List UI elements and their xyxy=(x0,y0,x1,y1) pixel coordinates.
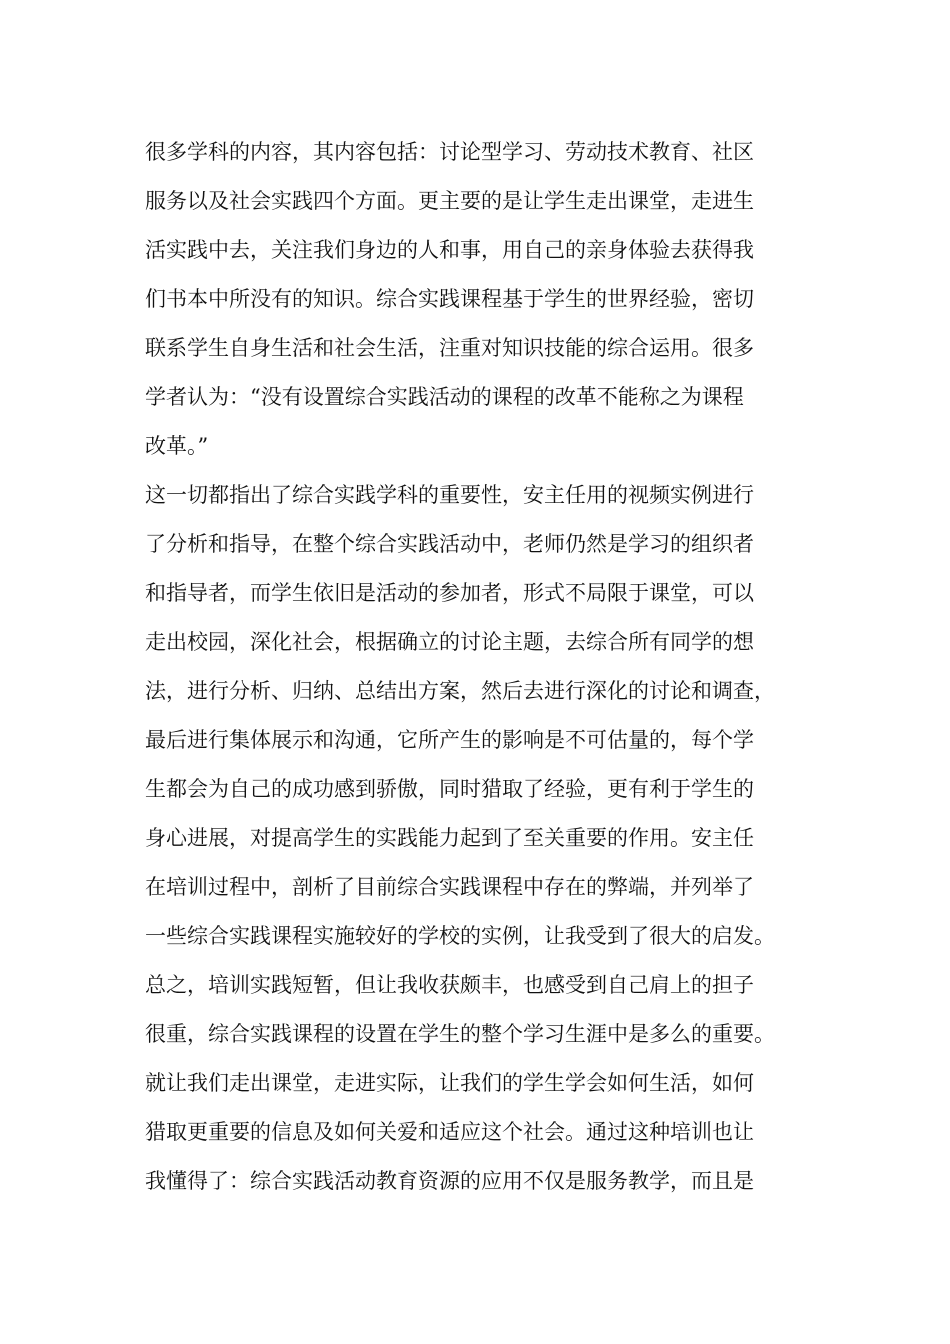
text-line: 联系学生自身生活和社会生活，注重对知识技能的综合运用。很多 xyxy=(145,336,754,360)
text-line: 法，进行分析、归纳、总结出方案，然后去进行深化的讨论和调查， xyxy=(145,679,775,703)
text-line: 一些综合实践课程实施较好的学校的实例，让我受到了很大的启发。 xyxy=(145,924,775,948)
text-line: 生都会为自己的成功感到骄傲，同时猎取了经验，更有利于学生的 xyxy=(145,777,754,801)
text-line: 在培训过程中，剖析了目前综合实践课程中存在的弊端，并列举了 xyxy=(145,875,754,899)
text-line: 活实践中去，关注我们身边的人和事，用自己的亲身体验去获得我 xyxy=(145,238,754,262)
text-line: 我懂得了：综合实践活动教育资源的应用不仅是服务教学，而且是 xyxy=(145,1169,754,1193)
text-line: 就让我们走出课堂，走进实际，让我们的学生学会如何生活，如何 xyxy=(145,1071,754,1095)
text-line: 和指导者，而学生依旧是活动的参加者，形式不局限于课堂，可以 xyxy=(145,581,754,605)
text-line: 改革。” xyxy=(145,434,209,458)
text-line: 们书本中所没有的知识。综合实践课程基于学生的世界经验，密切 xyxy=(145,287,754,311)
text-line: 总之，培训实践短暂，但让我收获颇丰，也感受到自己肩上的担子 xyxy=(145,973,754,997)
text-line: 走出校园，深化社会，根据确立的讨论主题，去综合所有同学的想 xyxy=(145,630,754,654)
text-line: 这一切都指出了综合实践学科的重要性，安主任用的视频实例进行 xyxy=(145,483,754,507)
text-line: 猎取更重要的信息及如何关爱和适应这个社会。通过这种培训也让 xyxy=(145,1120,754,1144)
text-line: 很重，综合实践课程的设置在学生的整个学习生涯中是多么的重要。 xyxy=(145,1022,775,1046)
text-line: 最后进行集体展示和沟通，它所产生的影响是不可估量的，每个学 xyxy=(145,728,754,752)
text-line: 身心进展，对提高学生的实践能力起到了至关重要的作用。安主任 xyxy=(145,826,754,850)
text-line: 服务以及社会实践四个方面。更主要的是让学生走出课堂，走进生 xyxy=(145,189,754,213)
text-line: 学者认为：“没有设置综合实践活动的课程的改革不能称之为课程 xyxy=(145,385,744,409)
text-line: 很多学科的内容，其内容包括：讨论型学习、劳动技术教育、社区 xyxy=(145,140,754,164)
text-line: 了分析和指导，在整个综合实践活动中，老师仍然是学习的组织者 xyxy=(145,532,754,556)
body-text xyxy=(145,128,845,1206)
